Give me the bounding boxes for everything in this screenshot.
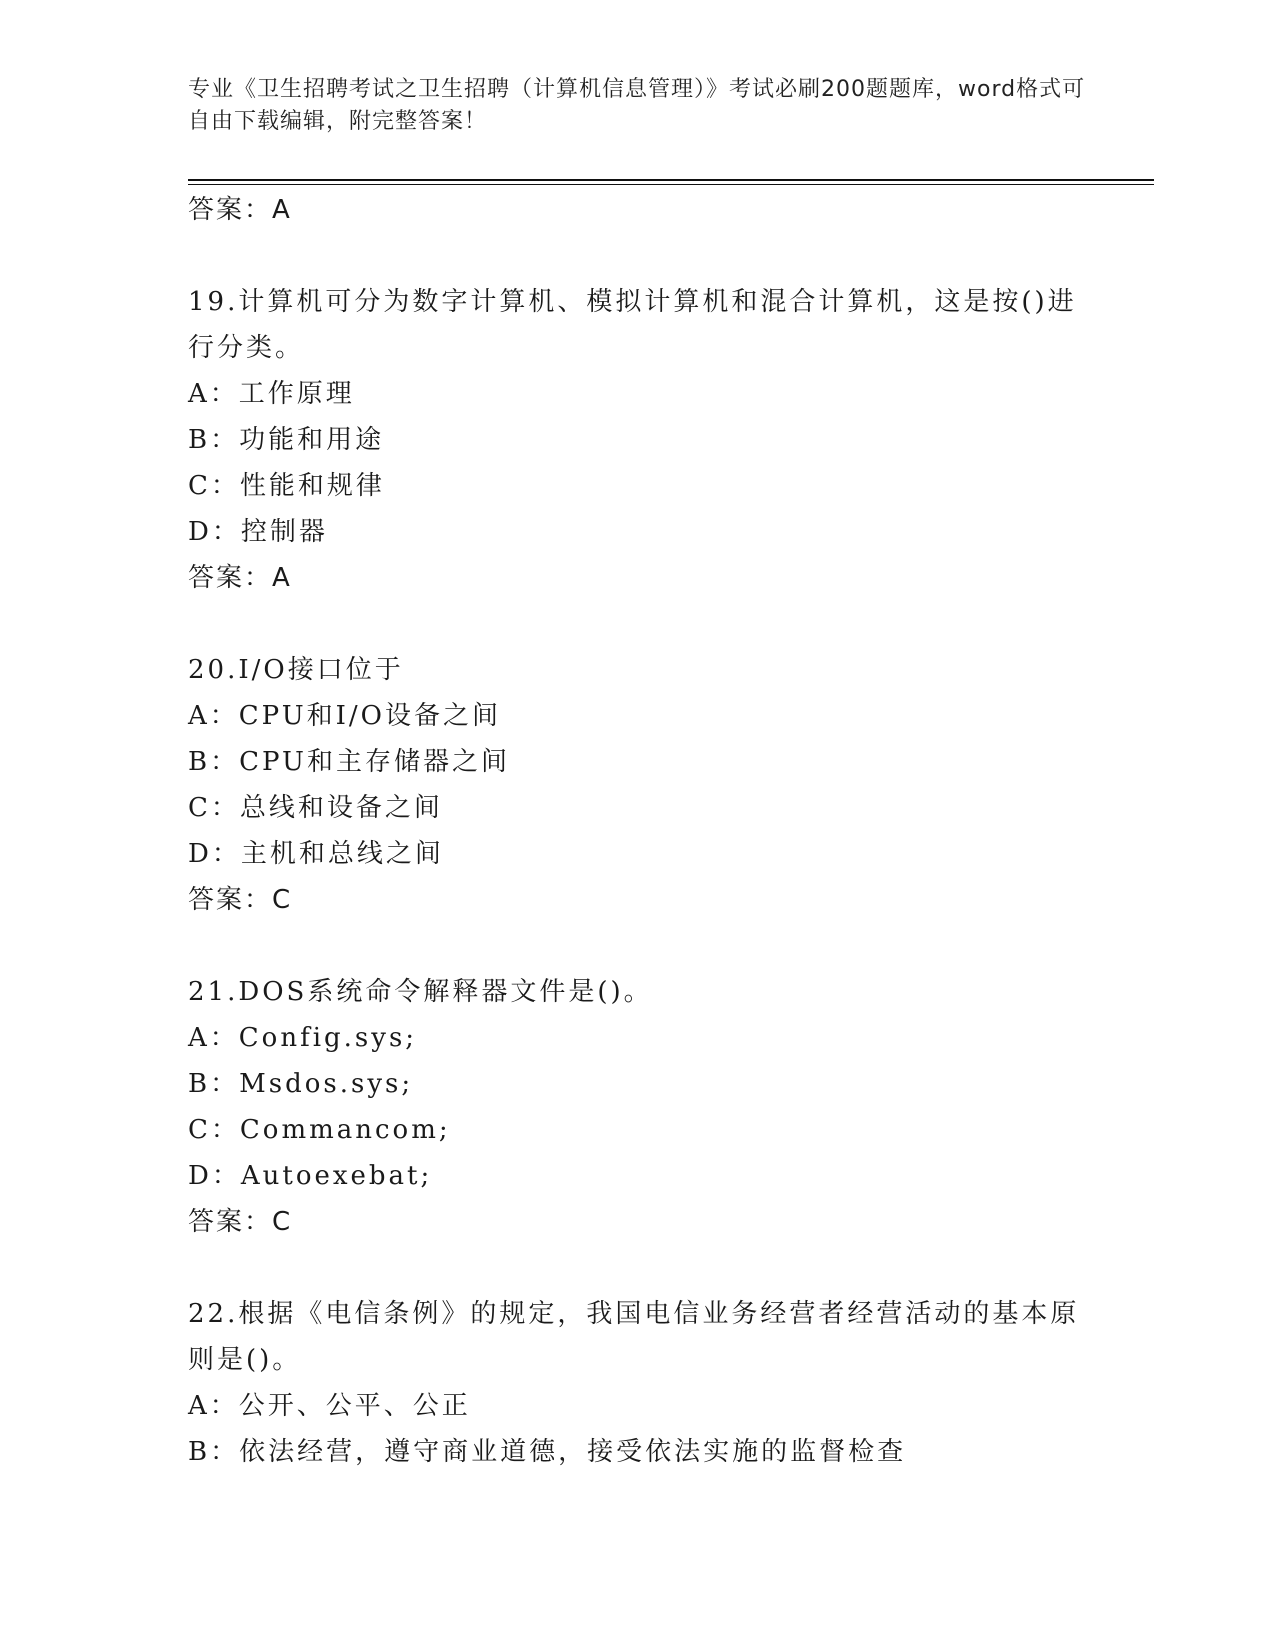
option-b: B：Msdos.sys; <box>188 1069 414 1099</box>
answer-line: 答案：A <box>188 195 292 225</box>
option-c: C：总线和设备之间 <box>188 793 443 823</box>
option-b: B：依法经营，遵守商业道德，接受依法实施的监督检查 <box>188 1437 907 1467</box>
option-a: A：公开、公平、公正 <box>188 1391 471 1421</box>
question-stem: 19.计算机可分为数字计算机、模拟计算机和混合计算机，这是按()进行分类。 <box>188 287 1077 363</box>
option-b: B：功能和用途 <box>188 425 385 455</box>
option-d: D：控制器 <box>188 517 328 547</box>
option-a: A：Config.sys; <box>188 1023 418 1053</box>
answer-line: 答案：C <box>188 885 293 915</box>
answer-line: 答案：C <box>188 1207 293 1237</box>
question-list <box>188 187 1088 1475</box>
question-20 <box>188 647 1088 923</box>
spacer <box>188 233 1088 279</box>
option-d: D：Autoexebat; <box>188 1161 433 1191</box>
option-c: C：性能和规律 <box>188 471 385 501</box>
option-a: A：工作原理 <box>188 379 355 409</box>
spacer <box>188 601 1088 647</box>
question-21 <box>188 969 1088 1245</box>
option-c: C：Commancom; <box>188 1115 451 1145</box>
question-stem: 20.I/O接口位于 <box>188 655 404 685</box>
spacer <box>188 923 1088 969</box>
answer-line: 答案：A <box>188 563 292 593</box>
option-b: B：CPU和主存储器之间 <box>188 747 510 777</box>
question-22 <box>188 1291 1088 1475</box>
option-a: A：CPU和I/O设备之间 <box>188 701 501 731</box>
document-header: 专业《卫生招聘考试之卫生招聘（计算机信息管理）》考试必刷200题题库，word格式可自由下载编辑，附完整答案！ <box>188 77 1086 134</box>
header-divider-thick <box>188 179 1154 181</box>
spacer <box>188 1245 1088 1291</box>
header-divider-thin <box>188 184 1154 185</box>
question-stem: 21.DOS系统命令解释器文件是()。 <box>188 977 653 1007</box>
option-d: D：主机和总线之间 <box>188 839 444 869</box>
question-19 <box>188 279 1088 601</box>
question-stem: 22.根据《电信条例》的规定，我国电信业务经营者经营活动的基本原则是()。 <box>188 1299 1080 1375</box>
